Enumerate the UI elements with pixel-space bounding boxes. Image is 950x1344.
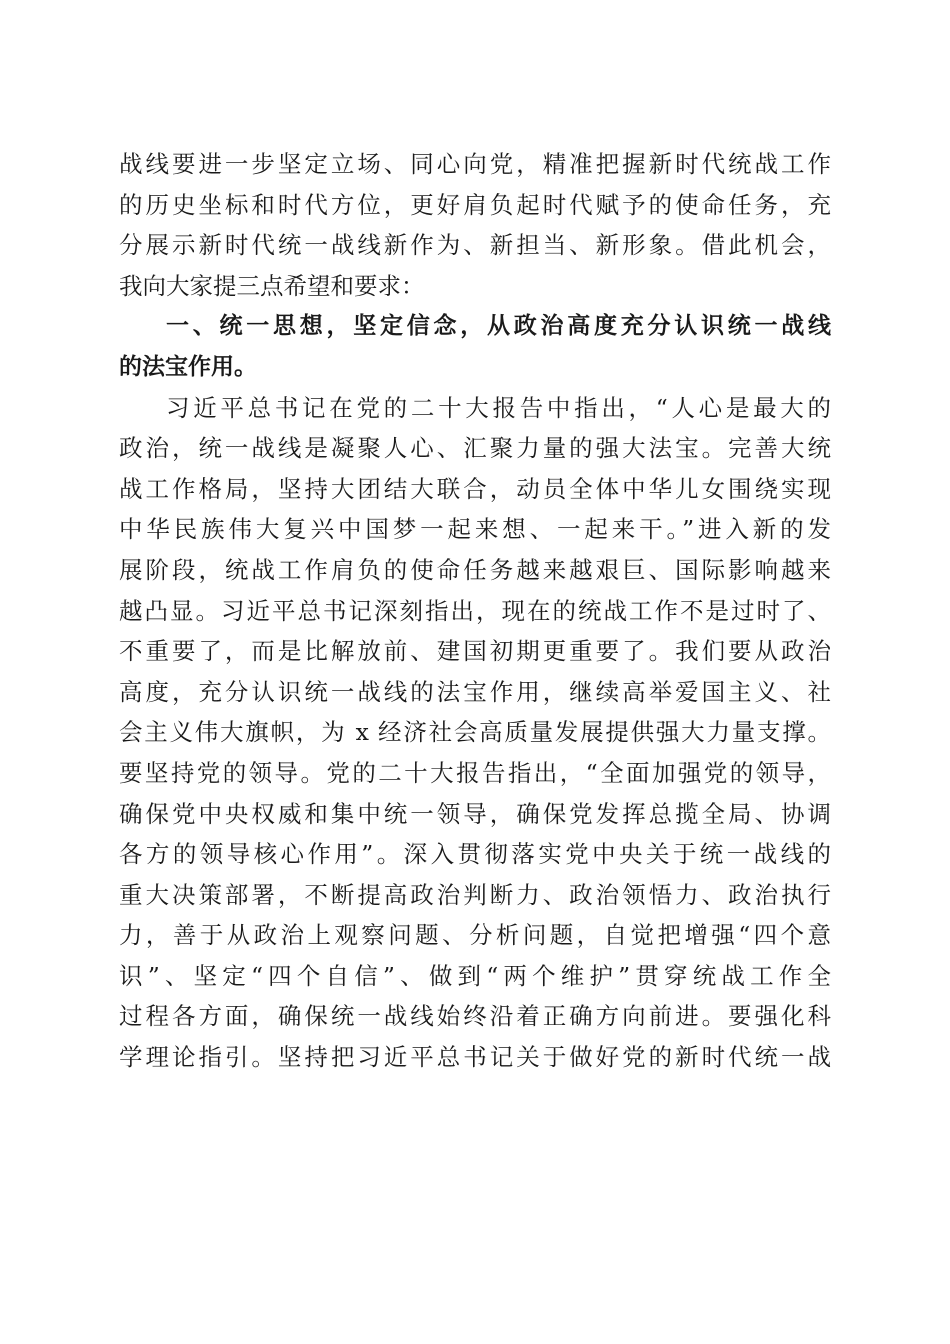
body-text-line: 中华民族伟大复兴中国梦一起来想、一起来干。”进入新的发 — [119, 515, 831, 544]
body-text-line: 要坚持党的领导。党的二十大报告指出，“全面加强党的领导， — [119, 758, 831, 787]
section-heading-line: 一、统一思想，坚定信念，从政治高度充分认识统一战线 — [166, 313, 831, 340]
body-text-line: 会主义伟大旗帜，为 x 经济社会高质量发展提供强大力量支撑。 — [119, 718, 831, 747]
body-text-line: 战线要进一步坚定立场、同心向党，精准把握新时代统战工作 — [119, 150, 831, 178]
body-text-line: 确保党中央权威和集中统一领导，确保党发挥总揽全局、协调 — [119, 799, 831, 828]
body-text-line: 识”、坚定“四个自信”、做到“两个维护”贯穿统战工作全 — [119, 961, 831, 990]
body-text-line: 各方的领导核心作用”。深入贯彻落实党中央关于统一战线的 — [119, 840, 831, 869]
section-heading-line: 的法宝作用。 — [119, 353, 257, 380]
body-text-line: 的历史坐标和时代方位，更好肩负起时代赋予的使命任务，充 — [119, 190, 831, 219]
body-text-line: 战工作格局，坚持大团结大联合，动员全体中华儿女围绕实现 — [119, 474, 831, 503]
body-text-line: 展阶段，统战工作肩负的使命任务越来越艰巨、国际影响越来 — [119, 555, 831, 584]
body-text-line: 我向大家提三点希望和要求： — [119, 271, 425, 300]
document-page — [119, 144, 831, 1078]
body-text-line: 高度，充分认识统一战线的法宝作用，继续高举爱国主义、社 — [119, 677, 831, 706]
body-text-line: 力，善于从政治上观察问题、分析问题，自觉把增强“四个意 — [119, 921, 831, 950]
body-text-line: 分展示新时代统一战线新作为、新担当、新形象。借此机会， — [119, 231, 831, 260]
body-text-line: 习近平总书记在党的二十大报告中指出，“人心是最大的 — [166, 393, 831, 422]
body-text-line: 政治，统一战线是凝聚人心、汇聚力量的强大法宝。完善大统 — [119, 434, 831, 463]
body-text-line: 学理论指引。坚持把习近平总书记关于做好党的新时代统一战 — [119, 1043, 831, 1072]
body-text-line: 越凸显。习近平总书记深刻指出，现在的统战工作不是过时了、 — [119, 596, 831, 625]
body-text-line: 不重要了，而是比解放前、建国初期更重要了。我们要从政治 — [119, 637, 831, 666]
body-text-line: 过程各方面，确保统一战线始终沿着正确方向前进。要强化科 — [119, 1002, 831, 1031]
body-text-line: 重大决策部署，不断提高政治判断力、政治领悟力、政治执行 — [119, 880, 831, 909]
